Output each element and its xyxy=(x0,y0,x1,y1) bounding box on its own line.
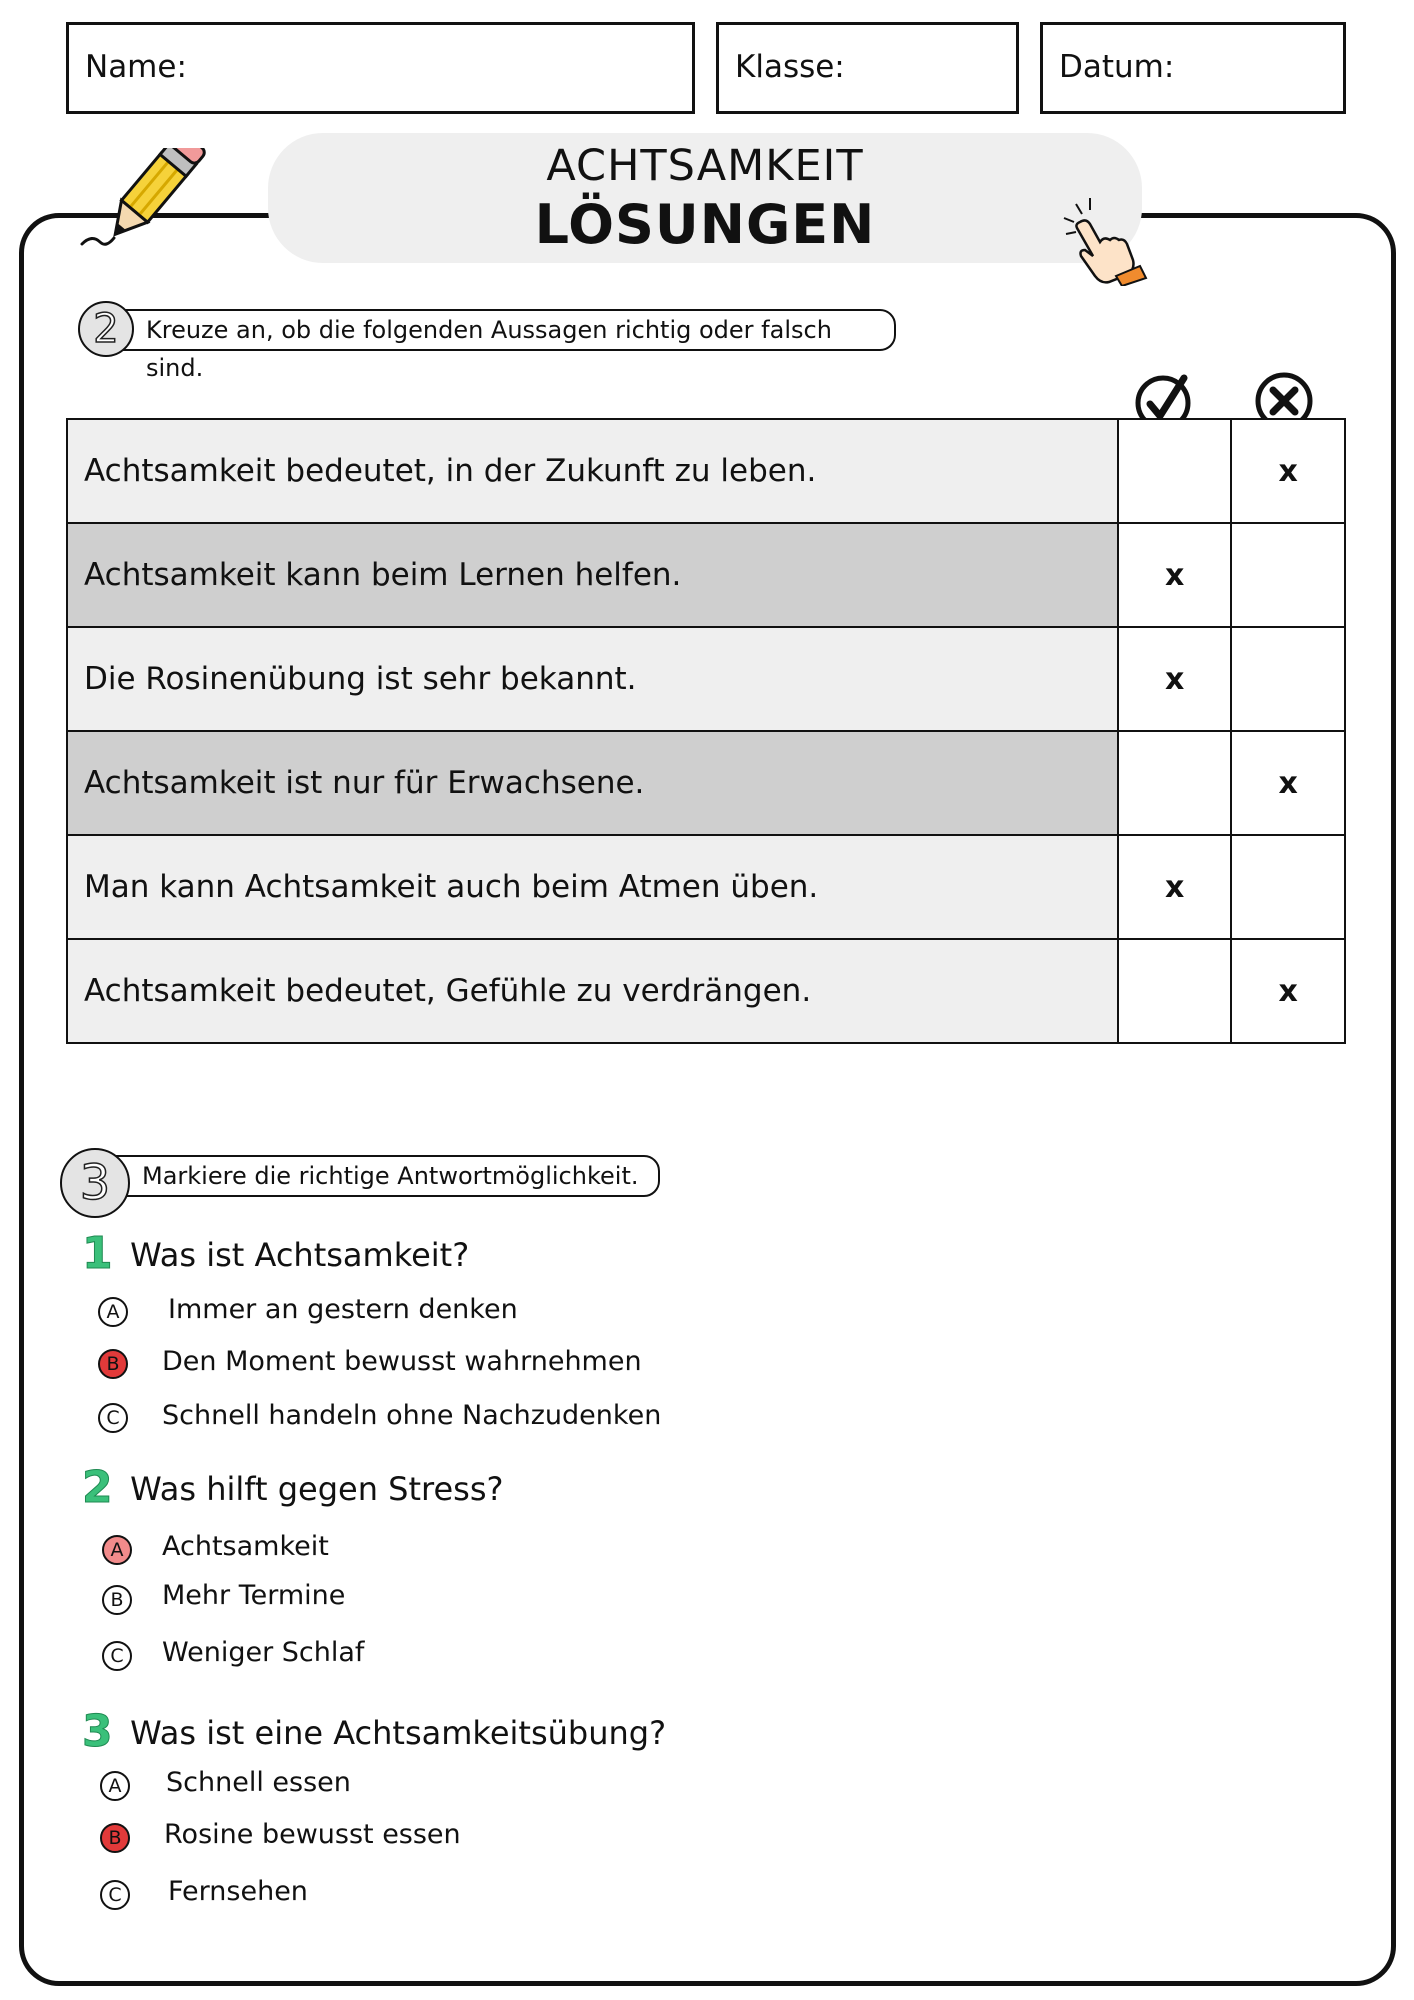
falsch-cell[interactable] xyxy=(1231,835,1345,939)
question-3-number: 3 xyxy=(82,1706,113,1757)
option-text: Schnell essen xyxy=(166,1767,351,1798)
statement-cell: Man kann Achtsamkeit auch beim Atmen üben. xyxy=(67,835,1118,939)
page-subtitle: LÖSUNGEN xyxy=(534,193,876,256)
table-row xyxy=(67,523,1345,627)
option-text: Fernsehen xyxy=(168,1876,308,1907)
option-text: Weniger Schlaf xyxy=(162,1637,365,1668)
richtig-cell[interactable]: x xyxy=(1118,835,1232,939)
falsch-cell[interactable]: x xyxy=(1231,419,1345,523)
option-c-circle[interactable]: C xyxy=(98,1403,128,1433)
name-field[interactable] xyxy=(66,22,695,114)
datum-field[interactable] xyxy=(1040,22,1346,114)
title-banner xyxy=(268,133,1142,263)
table-row xyxy=(67,419,1345,523)
table-row xyxy=(67,627,1345,731)
section-3-instruction: Markiere die richtige Antwortmöglichkeit. xyxy=(100,1155,660,1197)
richtig-cell[interactable]: x xyxy=(1118,523,1232,627)
option-a-circle[interactable]: A xyxy=(100,1771,130,1801)
richtig-cell[interactable] xyxy=(1118,939,1232,1043)
question-2 xyxy=(82,1462,503,1513)
option-text: Rosine bewusst essen xyxy=(164,1819,461,1850)
name-label: Name: xyxy=(85,49,187,85)
section-2-instruction: Kreuze an, ob die folgenden Aussagen richtig oder falsch sind. xyxy=(104,309,896,351)
statement-cell: Die Rosinenübung ist sehr bekannt. xyxy=(67,627,1118,731)
true-false-table xyxy=(66,418,1346,1044)
pencil-icon xyxy=(78,148,208,262)
question-1 xyxy=(82,1228,469,1279)
option-a-circle[interactable]: A xyxy=(98,1297,128,1327)
richtig-cell[interactable] xyxy=(1118,731,1232,835)
question-2-number: 2 xyxy=(82,1462,113,1513)
section-2-number: 2 xyxy=(78,301,134,357)
statement-cell: Achtsamkeit bedeutet, Gefühle zu verdrängen. xyxy=(67,939,1118,1043)
question-2-text: Was hilft gegen Stress? xyxy=(130,1470,504,1508)
table-row xyxy=(67,835,1345,939)
table-row xyxy=(67,939,1345,1043)
option-b-circle-selected[interactable]: B xyxy=(98,1349,128,1379)
klasse-label: Klasse: xyxy=(735,49,845,85)
datum-label: Datum: xyxy=(1059,49,1175,85)
option-text: Immer an gestern denken xyxy=(168,1294,518,1325)
falsch-cell[interactable]: x xyxy=(1231,939,1345,1043)
question-1-text: Was ist Achtsamkeit? xyxy=(130,1236,470,1274)
pointing-hand-icon xyxy=(1058,196,1148,290)
statement-cell: Achtsamkeit bedeutet, in der Zukunft zu leben. xyxy=(67,419,1118,523)
statement-cell: Achtsamkeit kann beim Lernen helfen. xyxy=(67,523,1118,627)
question-1-number: 1 xyxy=(82,1228,113,1279)
falsch-cell[interactable] xyxy=(1231,523,1345,627)
klasse-field[interactable] xyxy=(716,22,1019,114)
option-text: Schnell handeln ohne Nachzudenken xyxy=(162,1400,662,1431)
statement-cell: Achtsamkeit ist nur für Erwachsene. xyxy=(67,731,1118,835)
table-row xyxy=(67,731,1345,835)
option-c-circle[interactable]: C xyxy=(100,1880,130,1910)
richtig-cell[interactable]: x xyxy=(1118,627,1232,731)
option-text: Den Moment bewusst wahrnehmen xyxy=(162,1346,642,1377)
option-b-circle[interactable]: B xyxy=(102,1585,132,1615)
option-a-circle-selected[interactable]: A xyxy=(102,1535,132,1565)
option-text: Achtsamkeit xyxy=(162,1531,329,1562)
option-text: Mehr Termine xyxy=(162,1580,346,1611)
option-b-circle-selected[interactable]: B xyxy=(100,1823,130,1853)
question-3 xyxy=(82,1706,666,1757)
falsch-cell[interactable]: x xyxy=(1231,731,1345,835)
falsch-cell[interactable] xyxy=(1231,627,1345,731)
option-c-circle[interactable]: C xyxy=(102,1641,132,1671)
richtig-cell[interactable] xyxy=(1118,419,1232,523)
question-3-text: Was ist eine Achtsamkeitsübung? xyxy=(130,1714,667,1752)
section-3-number: 3 xyxy=(60,1148,130,1218)
page-title: ACHTSAMKEIT xyxy=(546,141,864,191)
